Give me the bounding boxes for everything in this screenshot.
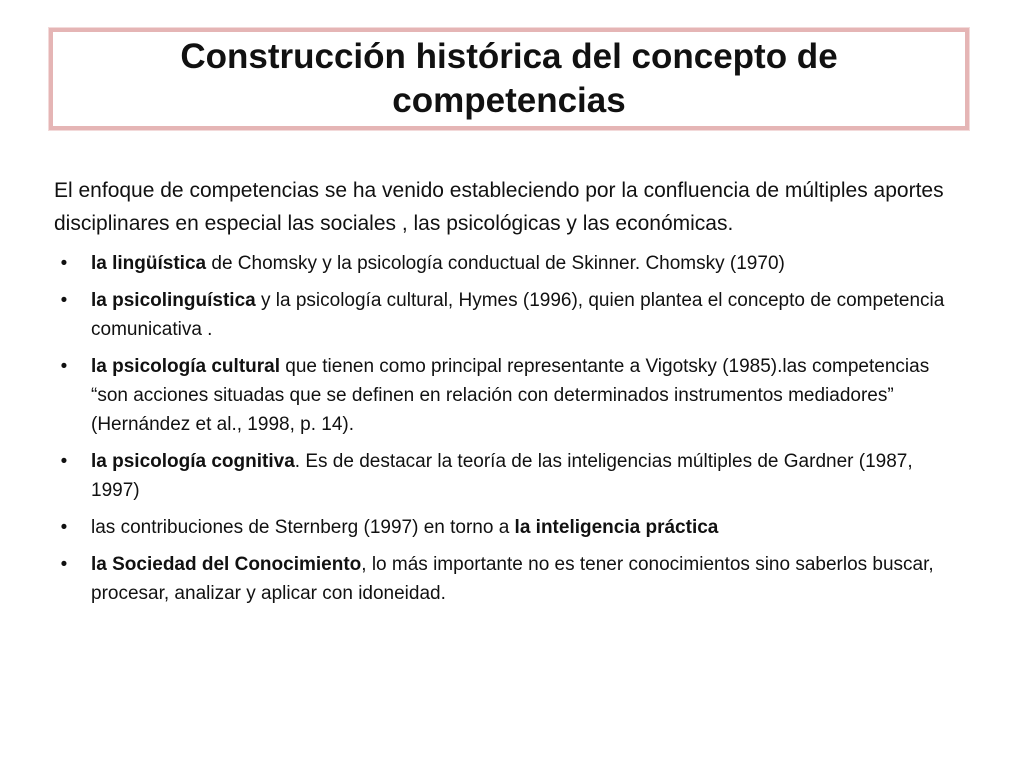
bullet-icon: • bbox=[60, 290, 68, 311]
slide-title bbox=[160, 35, 857, 123]
bullet-item-sociedad-conocimiento bbox=[54, 550, 964, 608]
bullet-item-psicologia-cognitiva bbox=[54, 447, 964, 505]
slide-body bbox=[54, 174, 964, 616]
bullet-item-sternberg bbox=[54, 513, 964, 542]
bullet-text: . Es de destacar la teoría de las inteligencias múltiples de Gardner (1987, 1997) bbox=[91, 451, 913, 501]
bullet-item-linguistica bbox=[54, 249, 964, 278]
bullet-bold-lead: la lingüística bbox=[91, 253, 207, 274]
bullet-text: que tienen como principal representante a Vigotsky (1985).las competencias “son acciones situadas que se definen en relación con determinados instrumentos mediadores” (Hernández et al., 1998, p. 14). bbox=[91, 356, 930, 435]
bullet-bold-lead: la Sociedad del Conocimiento bbox=[91, 554, 362, 575]
title-line-1: Construcción histórica del concepto de bbox=[180, 37, 838, 76]
bullet-icon: • bbox=[60, 356, 68, 377]
bullet-bold-lead: la psicología cognitiva bbox=[91, 451, 295, 472]
intro-paragraph: El enfoque de competencias se ha venido estableciendo por la confluencia de múltiples aportes disciplinares en especial las sociales , las psicológicas y las económicas. bbox=[54, 179, 944, 235]
title-line-2: competencias bbox=[392, 81, 626, 120]
bullet-icon: • bbox=[60, 253, 68, 274]
bullet-icon: • bbox=[60, 517, 68, 538]
bullet-text: , lo más importante no es tener conocimientos sino saberlos buscar, procesar, analizar y aplicar con idoneidad. bbox=[91, 554, 934, 604]
bullet-bold-tail: la inteligencia práctica bbox=[514, 517, 719, 538]
bullet-icon: • bbox=[60, 554, 68, 575]
bullet-bold-lead: la psicolinguística bbox=[91, 290, 256, 311]
bullet-item-psicolinguistica bbox=[54, 286, 964, 344]
title-box bbox=[49, 28, 969, 130]
bullet-text: y la psicología cultural, Hymes (1996), quien plantea el concepto de competencia comunicativa . bbox=[91, 290, 945, 340]
bullet-item-psicologia-cultural bbox=[54, 352, 964, 439]
bullet-icon: • bbox=[60, 451, 68, 472]
bullet-list bbox=[54, 249, 964, 608]
bullet-text: de Chomsky y la psicología conductual de Skinner. Chomsky (1970) bbox=[206, 253, 785, 274]
bullet-bold-lead: la psicología cultural bbox=[91, 356, 280, 377]
bullet-text: las contribuciones de Sternberg (1997) en torno a bbox=[91, 517, 515, 538]
